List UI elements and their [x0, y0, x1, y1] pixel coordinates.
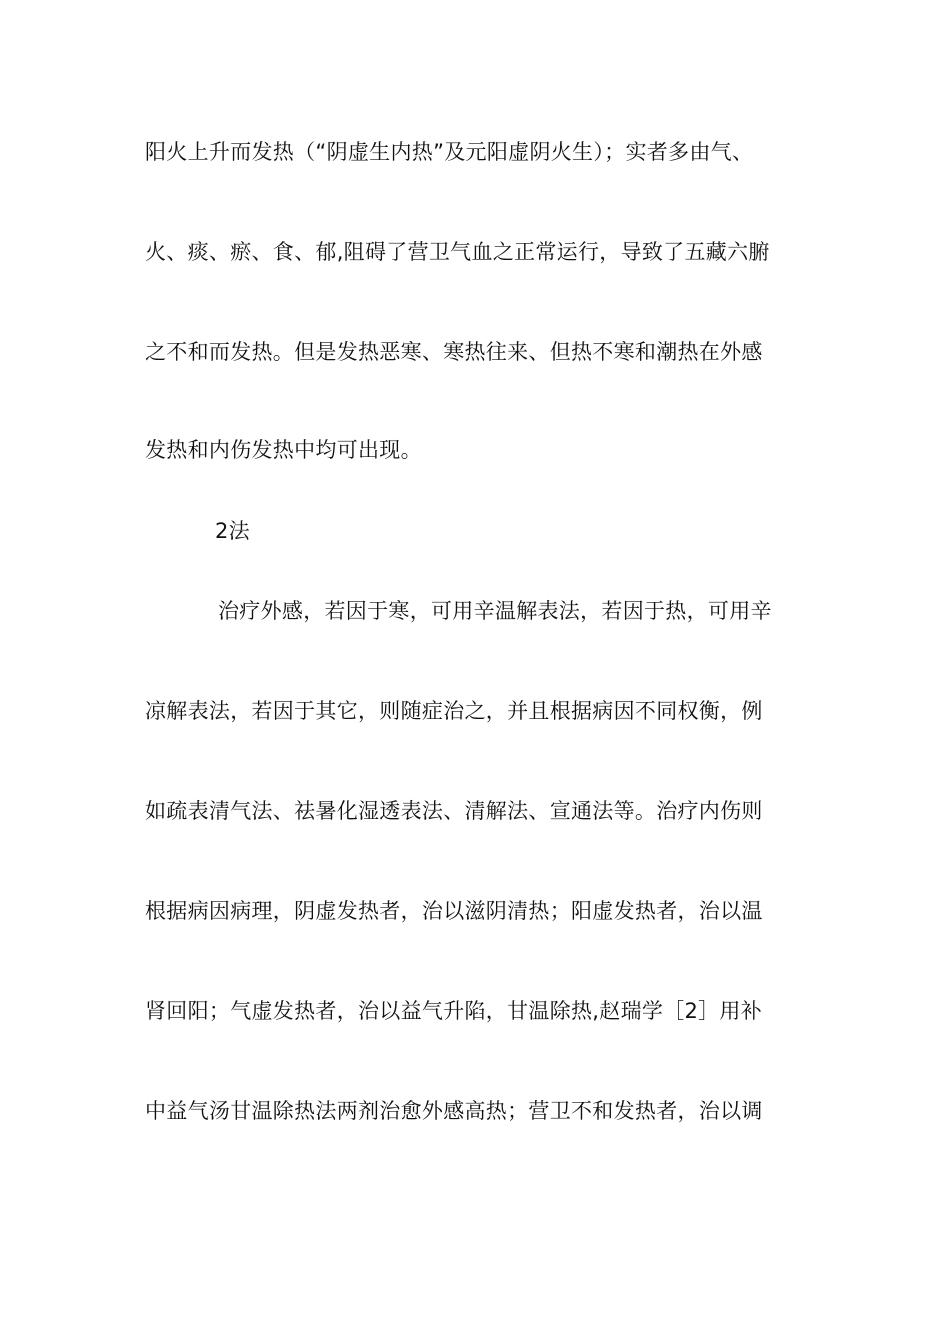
text-line: 肾回阳；气虚发热者，治以益气升陷，甘温除热,赵瑞学［2］用补	[145, 999, 763, 1023]
text-line: 中益气汤甘温除热法两剂治愈外感高热；营卫不和发热者，治以调	[145, 1099, 763, 1123]
text-line: 凉解表法，若因于其它，则随症治之，并且根据病因不同权衡，例	[145, 699, 763, 723]
text-line: 火、痰、瘀、食、郁,阻碍了营卫气血之正常运行，导致了五藏六腑	[145, 240, 770, 264]
text-line: 之不和而发热。但是发热恶寒、寒热往来、但热不寒和潮热在外感	[145, 340, 763, 364]
text-line: 如疏表清气法、祛暑化湿透表法、清解法、宣通法等。治疗内伤则	[145, 799, 763, 823]
text-line: 阳火上升而发热（“阴虚生内热”及元阳虚阴火生）；实者多由气、	[145, 140, 754, 164]
section-heading: 2法	[215, 519, 250, 543]
text-line: 发热和内伤发热中均可出现。	[145, 438, 422, 462]
text-line: 根据病因病理，阴虚发热者，治以滋阴清热；阳虚发热者，治以温	[145, 899, 763, 923]
text-line: 治疗外感，若因于寒，可用辛温解表法，若因于热，可用辛	[218, 599, 772, 623]
